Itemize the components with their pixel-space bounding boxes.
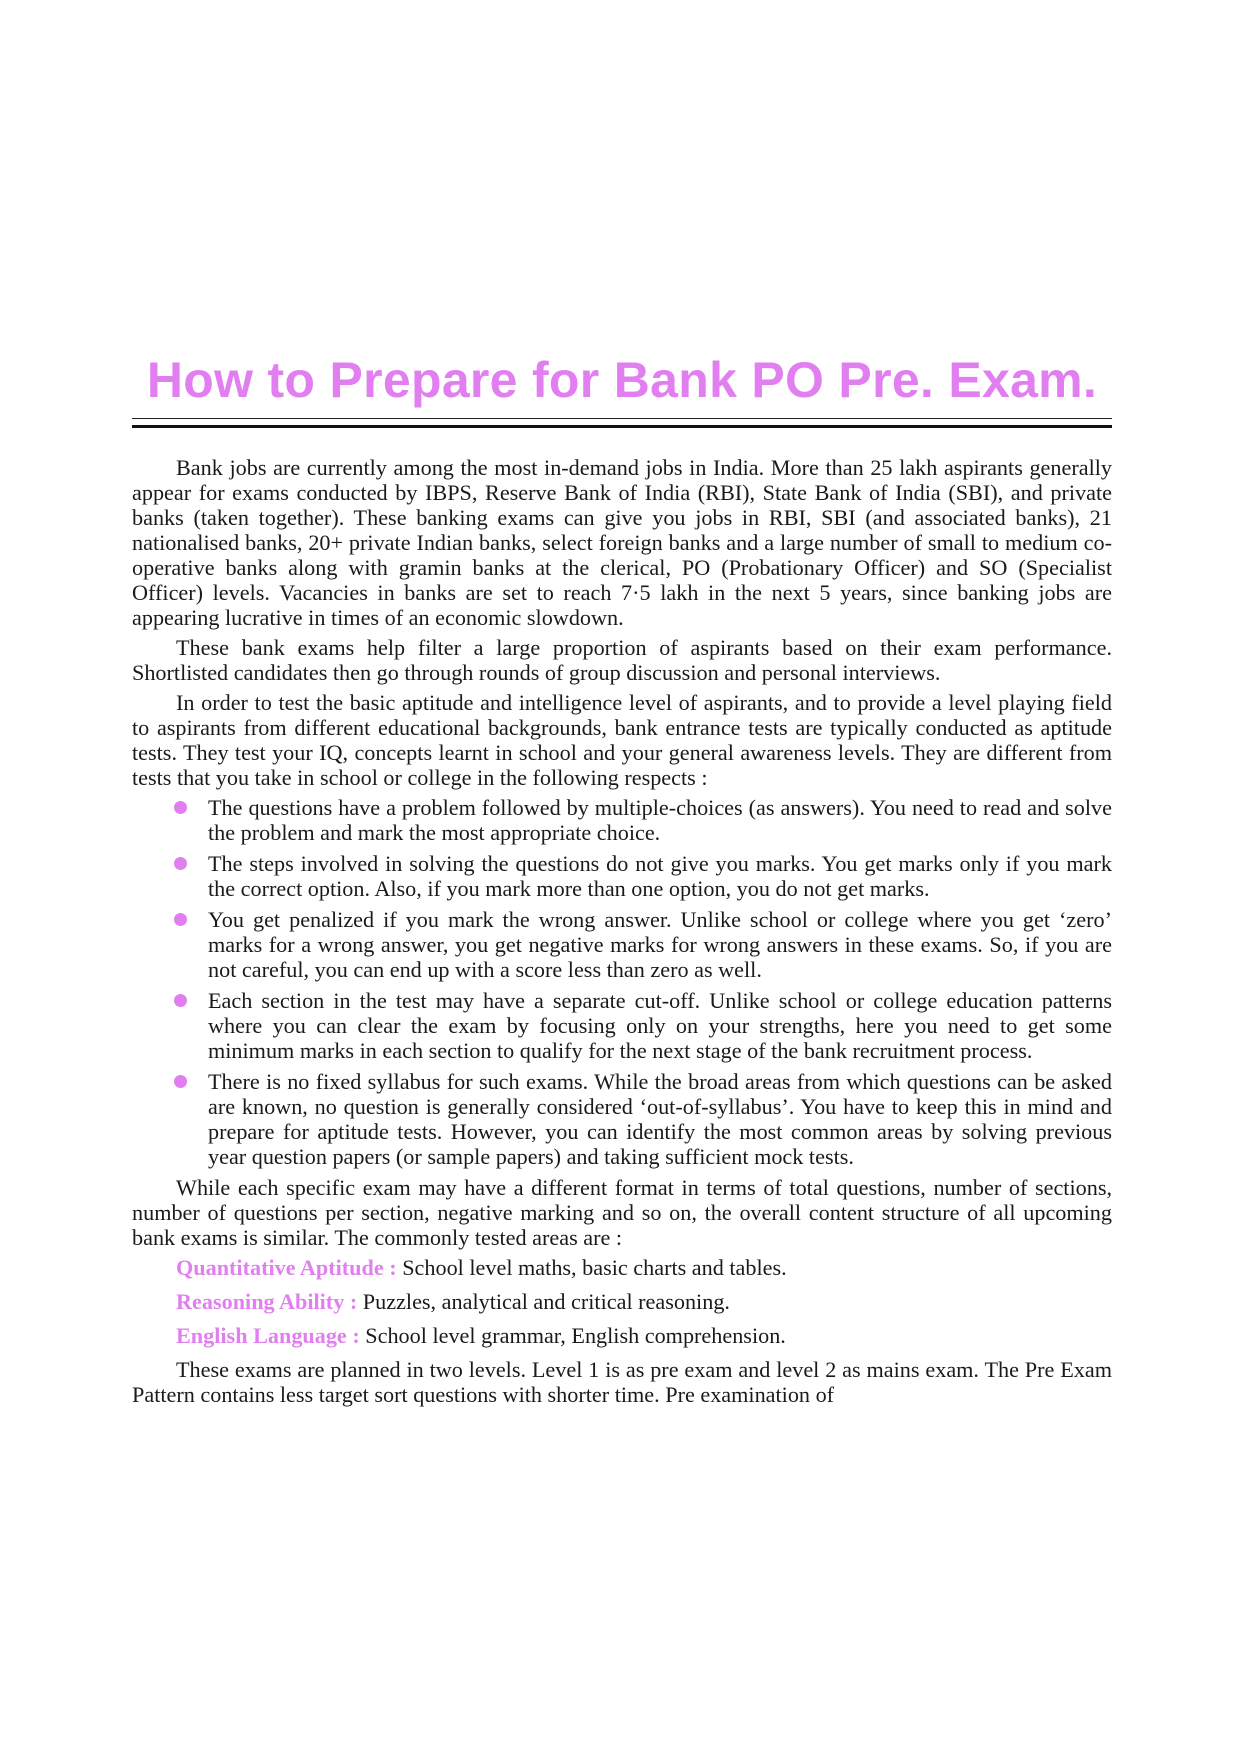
topic-text: Puzzles, analytical and critical reasoning. (357, 1289, 730, 1314)
article-body (132, 455, 1112, 1412)
topic-text: School level grammar, English comprehension. (359, 1323, 786, 1348)
aptitude-paragraph: In order to test the basic aptitude and intelligence level of aspirants, and to provide a level playing field to aspirants from different educational backgrounds, bank entrance tests are typically conducted as aptitude tests. They test your IQ, concepts learnt in school and your general awareness levels. They are different from tests that you take in school or college in the following respects : (132, 690, 1112, 790)
list-item (132, 1069, 1112, 1169)
title-rule-thick (132, 425, 1112, 428)
topic-reasoning-ability (176, 1289, 1112, 1314)
list-item (132, 851, 1112, 901)
bullet-dot-icon (174, 913, 187, 926)
filter-paragraph: These bank exams help filter a large proportion of aspirants based on their exam performance. Shortlisted candidates then go through rounds of group discussion and personal interviews. (132, 635, 1112, 685)
bullet-dot-icon (174, 1075, 187, 1088)
list-item-text: The questions have a problem followed by multiple-choices (as answers). You need to read and solve the problem and mark the most appropriate choice. (208, 795, 1112, 845)
structure-paragraph: While each specific exam may have a different format in terms of total questions, number of sections, number of questions per section, negative marking and so on, the overall content structure of all upcoming bank exams is similar. The commonly tested areas are : (132, 1175, 1112, 1250)
title-rule-thin (132, 418, 1112, 419)
respects-list (132, 795, 1112, 1169)
topic-label: English Language : (176, 1323, 360, 1348)
list-item-text: There is no fixed syllabus for such exams. While the broad areas from which questions can be asked are known, no question is generally considered ‘out-of-syllabus’. You have to keep this in mind and prepare for aptitude tests. However, you can identify the most common areas by solving previous year question papers (or sample papers) and taking sufficient mock tests. (208, 1069, 1112, 1169)
bullet-dot-icon (174, 994, 187, 1007)
topic-label: Reasoning Ability : (176, 1289, 358, 1314)
list-item-text: You get penalized if you mark the wrong answer. Unlike school or college where you get ‘zero’ marks for a wrong answer, you get negative marks for wrong answers in these exams. So, if you are not careful, you can end up with a score less than zero as well. (208, 907, 1112, 982)
bullet-dot-icon (174, 801, 187, 814)
list-item (132, 795, 1112, 845)
intro-paragraph: Bank jobs are currently among the most in-demand jobs in India. More than 25 lakh aspirants generally appear for exams conducted by IBPS, Reserve Bank of India (RBI), State Bank of India (SBI), and private banks (taken together). These banking exams can give you jobs in RBI, SBI (and associated banks), 21 nationalised banks, 20+ private Indian banks, select foreign banks and a large number of small to medium co-operative banks along with gramin banks at the clerical, PO (Probationary Officer) and SO (Specialist Officer) levels. Vacancies in banks are set to reach 7·5 lakh in the next 5 years, since banking jobs are appearing lucrative in times of an economic slowdown. (132, 455, 1112, 630)
page-title: How to Prepare for Bank PO Pre. Exam. (146, 352, 1098, 408)
list-item (132, 988, 1112, 1063)
list-item-text: Each section in the test may have a separate cut-off. Unlike school or college education patterns where you can clear the exam by focusing only on your strengths, here you need to get some minimum marks in each section to qualify for the next stage of the bank recruitment process. (208, 988, 1112, 1063)
topic-english-language (176, 1323, 1112, 1348)
list-item-text: The steps involved in solving the questions do not give you marks. You get marks only if you mark the correct option. Also, if you mark more than one option, you do not get marks. (208, 851, 1112, 901)
topic-label: Quantitative Aptitude : (176, 1255, 397, 1280)
levels-paragraph: These exams are planned in two levels. Level 1 is as pre exam and level 2 as mains exam. The Pre Exam Pattern contains less target sort questions with shorter time. Pre examination of (132, 1357, 1112, 1407)
topic-quantitative-aptitude (176, 1255, 1112, 1280)
list-item (132, 907, 1112, 982)
topic-text: School level maths, basic charts and tables. (396, 1255, 787, 1280)
bullet-dot-icon (174, 857, 187, 870)
